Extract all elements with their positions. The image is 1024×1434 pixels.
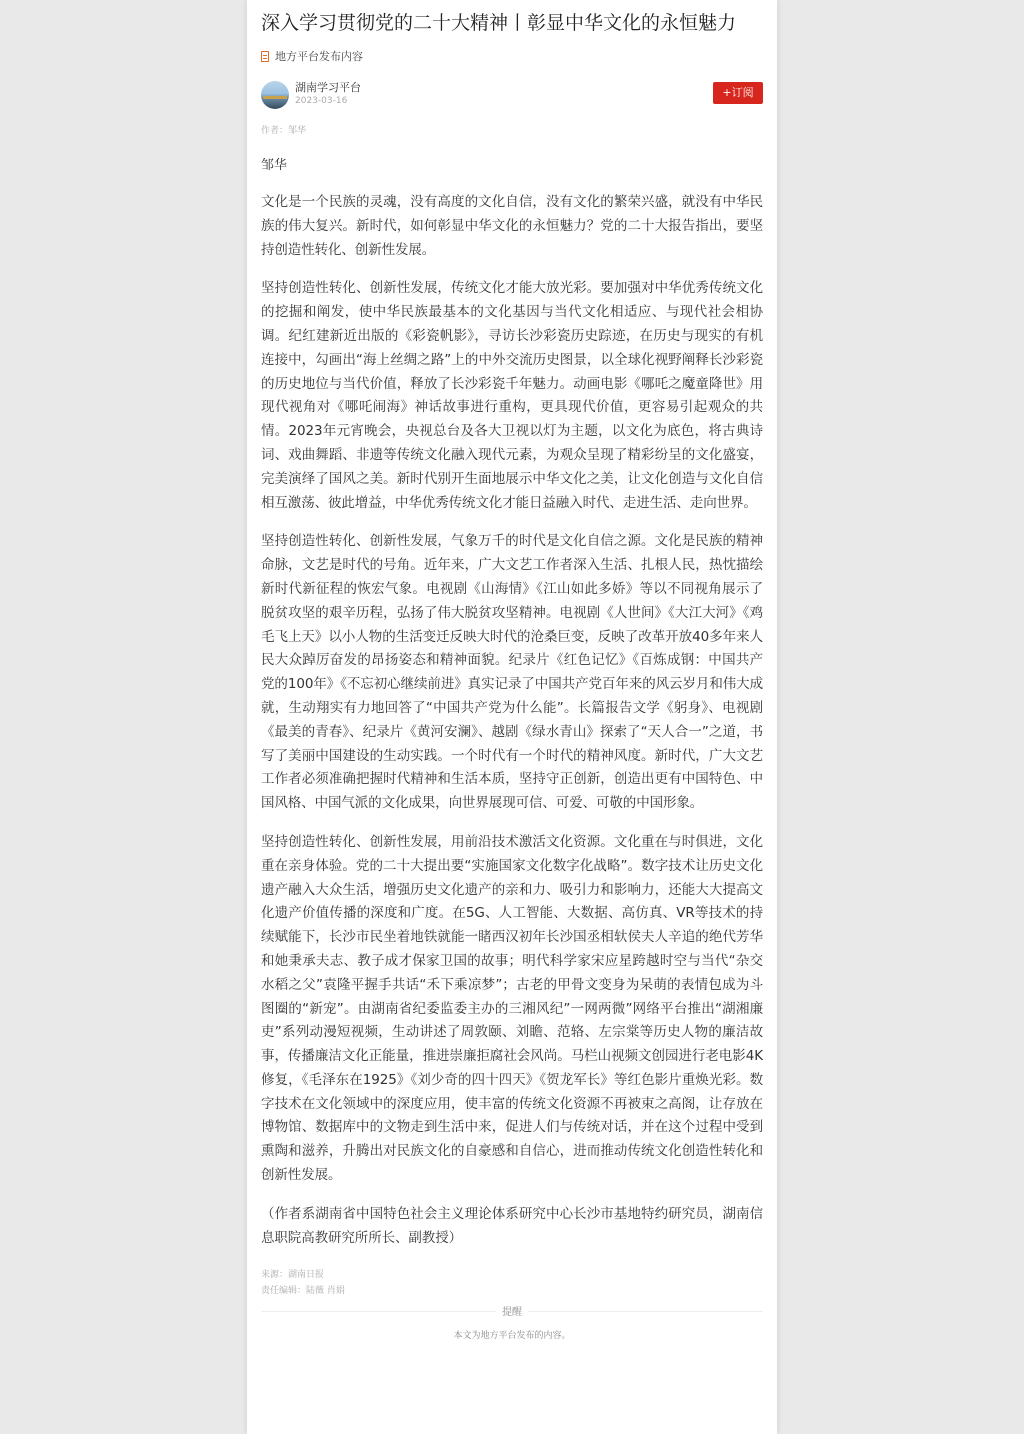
account-header <box>261 80 763 112</box>
reminder-title: 提醒 <box>496 1303 528 1318</box>
paragraph: 坚持创造性转化、创新性发展，用前沿技术激活文化资源。文化重在与时俱进，文化重在亲身体验。党的二十大提出要“实施国家文化数字化战略”。数字技术让历史文化遗产融入大众生活，增强历史文化遗产的亲和力、吸引力和影响力，还能大大提高文化遗产价值传播的深度和广度。在5G、人工智能、大数据、高仿真、VR等技术的持续赋能下，长沙市民坐着地铁就能一睹西汉初年长沙国丞相轪侯夫人辛追的绝代芳华和她秉承夫志、教子成才保家卫国的故事；明代科学家宋应星跨越时空与当代“杂交水稻之父”袁隆平握手共话“禾下乘凉梦”；古老的甲骨文变身为呆萌的表情包成为斗图圈的“新宠”。由湖南省纪委监委主办的三湘风纪”一网两微”网络平台推出“湖湘廉吏”系列动漫短视频，生动讲述了周敦颐、刘瞻、范辂、左宗棠等历史人物的廉洁故事，传播廉洁文化正能量，推进崇廉拒腐社会风尚。马栏山视频文创园进行老电影4K修复，《毛泽东在1925》《刘少奇的四十四天》《贺龙军长》等红色影片重焕光彩。数字技术在文化领域中的深度应用，使丰富的传统文化资源不再被束之高阁，让存放在博物馆、数据库中的文物走到生活中来，促进人们与传统对话，并在这个过程中受到熏陶和滋养，升腾出对民族文化的自豪感和自信心，进而推动传统文化创造性转化和创新性发展。 <box>261 833 763 1184</box>
platform-tag <box>261 48 763 64</box>
author-name: 邹华 <box>261 158 288 173</box>
subscribe-button[interactable]: +订阅 <box>713 82 763 104</box>
paragraph: （作者系湖南省中国特色社会主义理论体系研究中心长沙市基地特约研究员，湖南信息职院高教研究所所长、副教授） <box>261 1205 763 1246</box>
document-icon <box>261 51 269 62</box>
paragraph: 文化是一个民族的灵魂，没有高度的文化自信，没有文化的繁荣兴盛，就没有中华民族的伟大复兴。新时代，如何彰显中华文化的永恒魅力？党的二十大报告指出，要坚持创造性转化、创新性发展。 <box>261 194 763 258</box>
article-title: 深入学习贯彻党的二十大精神丨彰显中华文化的永恒魅力 <box>261 12 737 34</box>
editor-label: 责任编辑：陆薇 肖娟 <box>261 1286 345 1297</box>
source-label: 来源：湖南日报 <box>261 1270 325 1281</box>
avatar[interactable] <box>261 81 289 109</box>
paragraph: 坚持创造性转化、创新性发展，传统文化才能大放光彩。要加强对中华优秀传统文化的挖掘和阐发，使中华民族最基本的文化基因与当代文化相适应、与现代社会相协调。纪红建新近出版的《彩瓷帆影》，寻访长沙彩瓷历史踪迹，在历史与现实的有机连接中，勾画出“海上丝绸之路”上的中外交流历史图景，以全球化视野阐释长沙彩瓷的历史地位与当代价值，释放了长沙彩瓷千年魅力。动画电影《哪吒之魔童降世》用现代视角对《哪吒闹海》神话故事进行重构，更具现代价值，更容易引起观众的共情。2023年元宵晚会，央视总台及各大卫视以灯为主题，以文化为底色，将古典诗词、戏曲舞蹈、非遗等传统文化融入现代元素，为观众呈现了精彩纷呈的文化盛宴，完美演绎了国风之美。新时代别开生面地展示中华文化之美，让文化创造与文化自信相互激荡、彼此增益，中华优秀传统文化才能日益融入时代、走进生活、走向世界。 <box>261 280 763 511</box>
author-meta: 作者：邹华 <box>261 126 307 136</box>
account-name[interactable]: 湖南学习平台 <box>295 81 361 94</box>
publish-date: 2023-03-16 <box>295 96 348 106</box>
article-page <box>247 0 777 1434</box>
article-source-info <box>261 1267 763 1299</box>
paragraph: 坚持创造性转化、创新性发展，气象万千的时代是文化自信之源。文化是民族的精神命脉，文艺是时代的号角。近年来，广大文艺工作者深入生活、扎根人民，热忱描绘新时代新征程的恢宏气象。电视剧《山海情》《江山如此多娇》等以不同视角展示了脱贫攻坚的艰辛历程，弘扬了伟大脱贫攻坚精神。电视剧《人世间》《大江大河》《鸡毛飞上天》以小人物的生活变迁反映大时代的沧桑巨变，反映了改革开放40多年来人民大众踔厉奋发的昂扬姿态和精神面貌。纪录片《红色记忆》《百炼成钢：中国共产党的100年》《不忘初心继续前进》真实记录了中国共产党百年来的风云岁月和伟大成就，生动翔实有力地回答了“中国共产党为什么能”。长篇报告文学《躬身》、电视剧《最美的青春》、纪录片《黄河安澜》、越剧《绿水青山》探索了“天人合一”之道，书写了美丽中国建设的生动实践。一个时代有一个时代的精神风度。新时代，广大文艺工作者必须准确把握时代精神和生活本质，坚持守正创新，创造出更有中国特色、中国风格、中国气派的文化成果，向世界展现可信、可爱、可敬的中国形象。 <box>261 533 763 812</box>
reminder-divider <box>261 1307 763 1319</box>
reminder-text: 本文为地方平台发布的内容。 <box>453 1331 571 1342</box>
article-body <box>261 191 763 1250</box>
platform-tag-label: 地方平台发布内容 <box>275 50 363 63</box>
